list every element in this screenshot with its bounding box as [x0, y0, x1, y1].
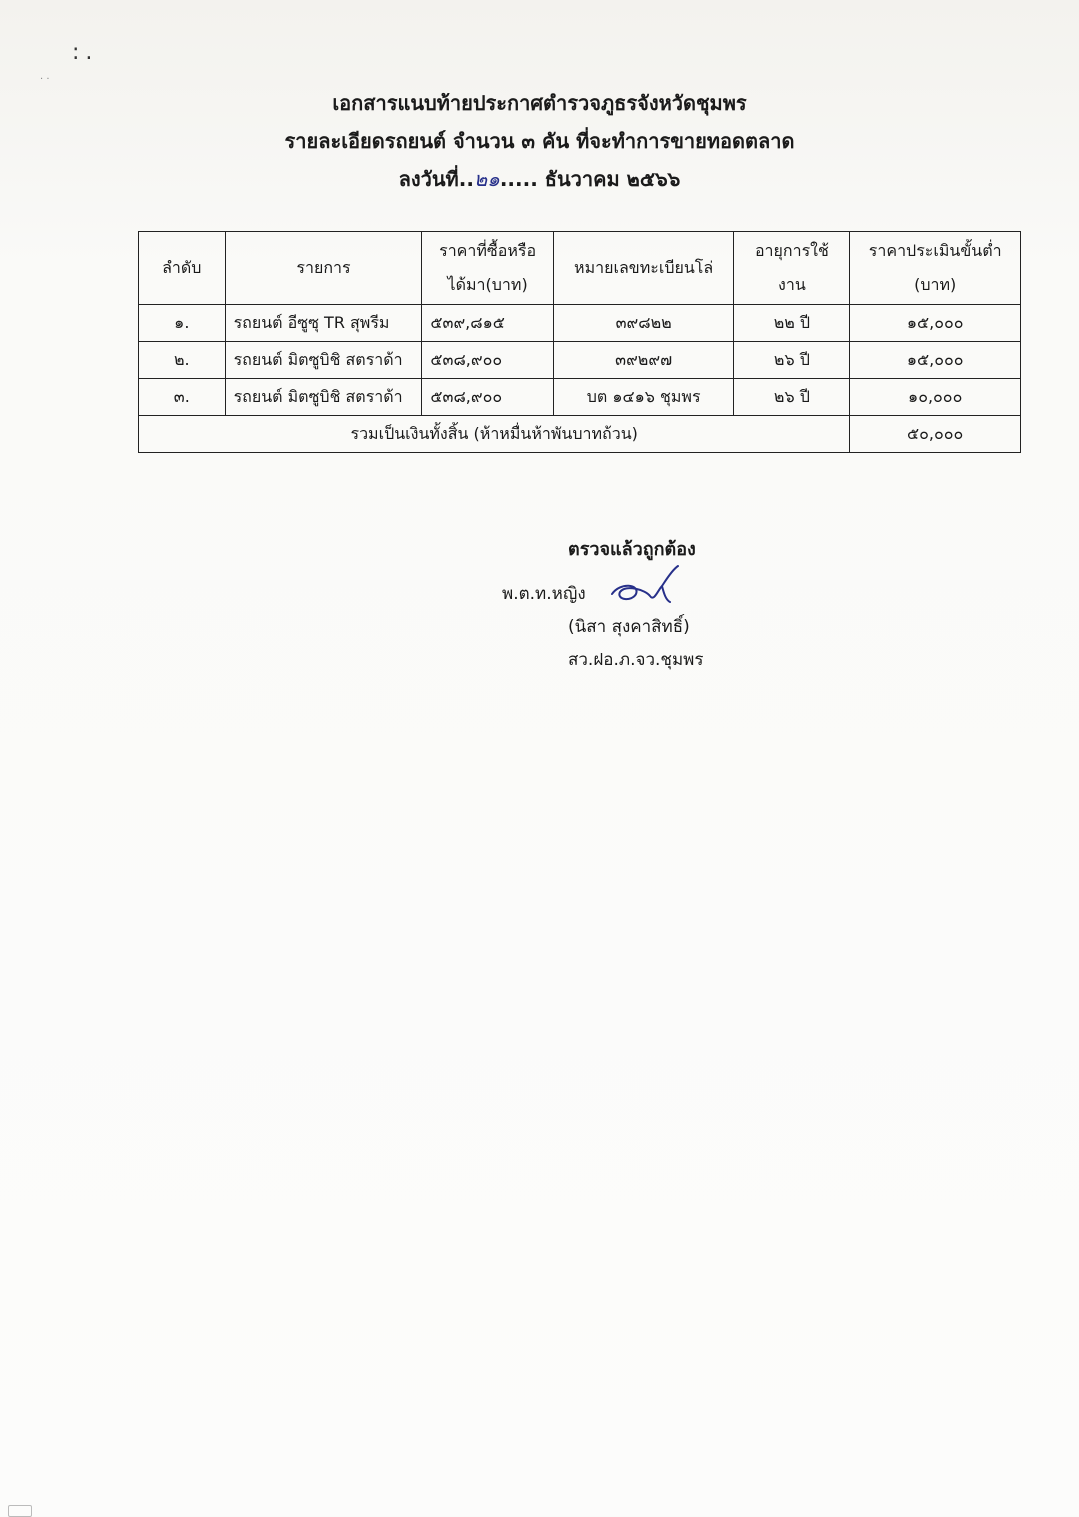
col-price-line1: ราคาที่ซื้อหรือ	[439, 241, 537, 260]
scan-mark: :.	[72, 40, 99, 65]
cell-price: ๕๓๘,๙๐๐	[422, 379, 553, 416]
header-date	[0, 160, 1079, 198]
cell-price: ๕๓๘,๙๐๐	[422, 342, 553, 379]
cell-age: ๒๖ ปี	[734, 379, 850, 416]
cell-no: ๒.	[139, 342, 226, 379]
col-price-line2: ได้มา(บาท)	[447, 275, 528, 294]
col-price	[422, 232, 553, 305]
col-eval-line2: (บาท)	[914, 275, 957, 294]
col-age-line2: งาน	[778, 275, 806, 294]
date-day-handwritten: ๒๑	[473, 167, 500, 191]
vehicle-table	[138, 231, 1021, 453]
table-row	[139, 305, 1021, 342]
cell-no: ๓.	[139, 379, 226, 416]
col-age	[734, 232, 850, 305]
total-label: รวมเป็นเงินทั้งสิ้น (ห้าหมื่นห้าพันบาทถ้วน)	[139, 416, 850, 453]
col-eval-line1: ราคาประเมินขั้นต่ำ	[868, 241, 1002, 260]
signature-block	[500, 530, 820, 680]
cell-eval: ๑๐,๐๐๐	[850, 379, 1021, 416]
signer-position: สว.ฝอ.ภ.จว.ชุมพร	[568, 650, 704, 670]
cell-eval: ๑๕,๐๐๐	[850, 342, 1021, 379]
cell-age: ๒๖ ปี	[734, 342, 850, 379]
cell-eval: ๑๕,๐๐๐	[850, 305, 1021, 342]
header-title: เอกสารแนบท้ายประกาศตำรวจภูธรจังหวัดชุมพร	[332, 91, 747, 115]
signer-rank: พ.ต.ท.หญิง	[502, 584, 586, 604]
col-item: รายการ	[225, 232, 422, 305]
table-header-row	[139, 232, 1021, 305]
verify-text: ตรวจแล้วถูกต้อง	[568, 539, 696, 560]
cell-plate: บต ๑๔๑๖ ชุมพร	[553, 379, 734, 416]
cell-item: รถยนต์ อีซูซุ TR สุพรีม	[225, 305, 422, 342]
cell-age: ๒๒ ปี	[734, 305, 850, 342]
document-header	[0, 84, 1079, 198]
table-row	[139, 342, 1021, 379]
col-no: ลำดับ	[139, 232, 226, 305]
total-value: ๕๐,๐๐๐	[850, 416, 1021, 453]
cell-price: ๕๓๙,๘๑๕	[422, 305, 553, 342]
date-suffix: ..... ธันวาคม ๒๕๖๖	[499, 167, 681, 191]
date-prefix: ลงวันที่..	[398, 167, 474, 191]
col-age-line1: อายุการใช้	[754, 241, 829, 260]
table-row	[139, 379, 1021, 416]
header-subtitle: รายละเอียดรถยนต์ จำนวน ๓ คัน ที่จะทำการขายทอดตลาด	[284, 129, 795, 153]
scan-speck: · ·	[40, 74, 50, 85]
signer-name: (นิสา สุงคาสิทธิ์)	[568, 617, 690, 637]
cell-no: ๑.	[139, 305, 226, 342]
cell-item: รถยนต์ มิตซูบิชิ สตราด้า	[225, 379, 422, 416]
col-plate: หมายเลขทะเบียนโล่	[553, 232, 734, 305]
table-total-row	[139, 416, 1021, 453]
handwritten-signature	[606, 560, 686, 612]
cell-item: รถยนต์ มิตซูบิชิ สตราด้า	[225, 342, 422, 379]
col-eval	[850, 232, 1021, 305]
cell-plate: ๓๙๘๒๒	[553, 305, 734, 342]
scanner-watermark-icon	[8, 1505, 32, 1517]
cell-plate: ๓๙๒๙๗	[553, 342, 734, 379]
